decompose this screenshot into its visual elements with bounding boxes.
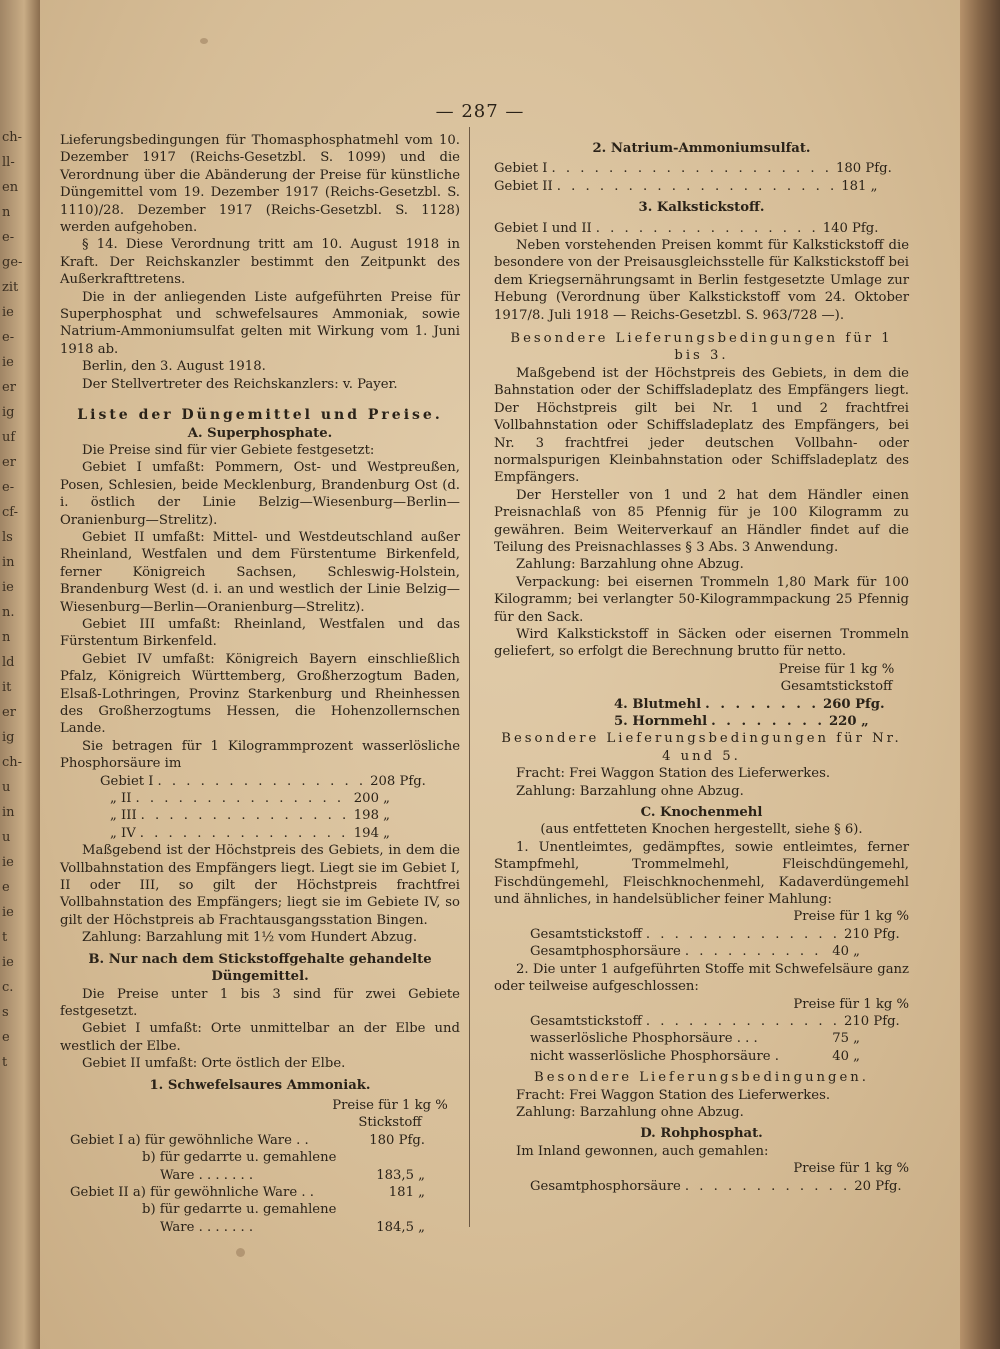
intro-paragraph: § 14. Diese Verordnung tritt am 10. August 1918 in Kraft. Der Reichskanzler bestimmt den Zeitpunkt des Außerkrafttretens. xyxy=(60,237,460,288)
section-d-paragraph: Im Inland gewonnen, auch gemahlen: xyxy=(516,1143,769,1159)
section-a-paragraph: Gebiet II umfaßt: Mittel- und Westdeutschland außer Rheinland, Westfalen und dem Fürstentume Birkenfeld, ferner Königreich Sachsen, Schleswig-Holstein, Brandenburg West (d. i. an und westlich der Linie Belzig—Wiesenburg—Berlin—Oranienburg—Strelitz). xyxy=(60,529,460,615)
margin-fragment: s xyxy=(2,1005,9,1020)
margin-fragment: ie xyxy=(2,580,14,595)
margin-fragment: cf- xyxy=(2,505,19,520)
item-heading: 3. Kalkstickstoff. xyxy=(638,200,765,216)
margin-fragment: ig xyxy=(2,730,15,745)
price-row: nicht wasserlösliche Phosphorsäure . 40 „ xyxy=(530,1048,860,1064)
right-column xyxy=(494,132,909,1195)
document-page xyxy=(40,0,960,1349)
margin-fragment: ie xyxy=(2,905,14,920)
price-list-c1 xyxy=(494,926,900,961)
price-list-d xyxy=(494,1178,902,1195)
intro-paragraph: Die in der anliegenden Liste aufgeführten Preise für Superphosphat und schwefelsaures Ammoniak, sowie Natrium-Ammoniumsulfat gelten mit Wirkung vom 1. Juni 1918 ab. xyxy=(60,289,460,357)
section-a-paragraph: Maßgebend ist der Höchstpreis des Gebiets, in dem die Vollbahnstation des Empfängers liegt. Liegt sie im Gebiet I, II oder III, so gilt der Höchstpreis frachtfrei Vollbahnstation des Empfängers; liegt sie im Gebiete IV, so gilt der Höchstpreis ab Frachtausgangsstation Bingen. xyxy=(60,843,460,928)
book-edge xyxy=(960,0,1000,1349)
paper-stain xyxy=(236,1248,245,1257)
special-conditions-heading: Besondere Lieferungsbedingungen für Nr. 4 und 5. xyxy=(501,731,902,764)
price-row: Ware . . . . . . . 183,5 „ xyxy=(160,1167,425,1183)
section-c-paragraph: 2. Die unter 1 aufgeführten Stoffe mit Schwefelsäure ganz oder teilweise aufgeschlossen: xyxy=(494,961,909,995)
price-row: Gebiet I a) für gewöhnliche Ware . . 180 Pfg. xyxy=(70,1132,425,1148)
price-header: Preise für 1 kg % xyxy=(793,1161,909,1177)
margin-fragment: ch- xyxy=(2,130,23,145)
margin-fragment: u xyxy=(2,830,11,845)
list-title: Liste der Düngemittel und Preise. xyxy=(77,407,443,424)
margin-fragment: ie xyxy=(2,855,14,870)
price-row: 4. Blutmehl . . . . . . . . 260 Pfg. xyxy=(614,696,885,712)
margin-fragment: in xyxy=(2,555,15,570)
section-a-paragraph: Gebiet I umfaßt: Pommern, Ost- und Westpreußen, Posen, Schlesien, beide Mecklenburg, Brandenburg Ost (d. i. östlich der Linie Belzig—Wiesenburg—Berlin—Oranienburg—Strelitz). xyxy=(60,460,460,528)
price-header: Preise für 1 kg % Stickstoff xyxy=(332,1097,448,1131)
price-row: Gesamtstickstoff . . . . . . . . . . . . . . 210 Pfg. xyxy=(530,1013,900,1029)
price-header: Preise für 1 kg % xyxy=(793,909,909,925)
item-heading: 1. Schwefelsaures Ammoniak. xyxy=(149,1077,371,1093)
left-column xyxy=(60,132,460,1236)
margin-fragment: e- xyxy=(2,230,15,245)
price-row: Ware . . . . . . . 184,5 „ xyxy=(160,1219,425,1235)
conditions-paragraph: Der Hersteller von 1 und 2 hat dem Händler einen Preisnachlaß von 85 Pfennig für je 100 Kilogramm zu gewähren. Beim Weiterverkauf an Händler findet auf die Teilung des Preisnachlasses § 3 Abs. 3 Anwendung. xyxy=(494,487,909,555)
margin-fragment: n xyxy=(2,205,11,220)
price-row: wasserlösliche Phosphorsäure . . . 75 „ xyxy=(530,1031,860,1047)
special-conditions-heading: Besondere Lieferungsbedingungen. xyxy=(534,1070,869,1086)
price-row: „ IV . . . . . . . . . . . . . . . 194 „ xyxy=(110,825,390,841)
conditions-paragraph: Verpackung: bei eisernen Trommeln 1,80 Mark für 100 Kilogramm; bei verlangter 50-Kilogrammpackung 25 Pfennig für den Sack. xyxy=(494,574,909,625)
page-number: — 287 — xyxy=(435,101,525,122)
conditions-paragraph: Fracht: Frei Waggon Station des Lieferwerkes. xyxy=(516,766,831,782)
margin-fragment: ld xyxy=(2,655,15,670)
price-list-b45 xyxy=(494,696,885,731)
conditions-paragraph: Zahlung: Barzahlung ohne Abzug. xyxy=(516,557,744,573)
margin-fragment: ge- xyxy=(2,255,23,270)
margin-fragment: e- xyxy=(2,480,15,495)
price-row: 5. Hornmehl . . . . . . . . 220 „ xyxy=(614,714,869,729)
price-row: Gesamtstickstoff . . . . . . . . . . . . . . 210 Pfg. xyxy=(530,926,900,942)
price-header: Preise für 1 kg % xyxy=(793,996,909,1012)
kalkstickstoff-note: Neben vorstehenden Preisen kommt für Kalkstickstoff die besondere von der Preisausgleichsstelle für Kalkstickstoff bei dem Kriegsernährungsamt in Berlin festgesetzte Umlage zur Hebung (Verordnung über Kalkstickstoff vom 24. Oktober 1917/8. Juli 1918 — Reichs-Gesetzbl. S. 963/728 —). xyxy=(494,238,909,323)
conditions-paragraph: Maßgebend ist der Höchstpreis des Gebiets, in dem die Bahnstation oder der Schiffsladeplatz des Empfängers liegt. Der Höchstpreis gilt bei Nr. 1 und 2 frachtfrei Vollbahnstation oder Schiffsladeplatz des Empfängers, bei Nr. 3 frachtfrei jeder deutschen Vollbahn- oder normalspurigen Kleinbahnstation oder Schiffsladeplatz des Empfängers. xyxy=(494,365,909,486)
margin-fragment: t xyxy=(2,1055,8,1070)
price-row: Gesamtphosphorsäure . . . . . . . . . . . . 20 Pfg. xyxy=(530,1178,902,1194)
margin-fragment: ie xyxy=(2,355,14,370)
margin-fragment: uf xyxy=(2,430,16,445)
section-c-subheading: (aus entfetteten Knochen hergestellt, siehe § 6). xyxy=(540,822,863,838)
margin-fragment: e xyxy=(2,880,10,895)
section-a-paragraph: Die Preise sind für vier Gebiete festgesetzt: xyxy=(82,442,375,458)
price-list-b2 xyxy=(494,160,892,195)
price-list-a xyxy=(60,773,426,843)
margin-fragment: er xyxy=(2,455,16,470)
margin-fragment: t xyxy=(2,930,8,945)
price-row: Gebiet I und II . . . . . . . . . . . . . . . . 140 Pfg. xyxy=(494,220,879,236)
margin-fragment: ig xyxy=(2,405,15,420)
margin-fragment: u xyxy=(2,780,11,795)
section-a-paragraph: Gebiet IV umfaßt: Königreich Bayern einschließlich Pfalz, Königreich Württemberg, Großherzogtum Baden, Elsaß-Lothringen, Provinz Starkenburg und Rheinhessen des Großherzogtums Hessen, die Hohenzollernschen Lande. xyxy=(60,651,460,737)
price-header: Preise für 1 kg % Gesamtstickstoff xyxy=(778,661,895,695)
price-list-b3 xyxy=(494,220,879,237)
conditions-paragraph: Zahlung: Barzahlung ohne Abzug. xyxy=(516,783,744,799)
intro-paragraph: Lieferungsbedingungen für Thomasphosphatmehl vom 10. Dezember 1917 (Reichs-Gesetzbl. S. 1099) und die Verordnung über die Abänderung der Preise für künstliche Düngemittel vom 19. Dezember 1917 (Reichs-Gesetzbl. S. 1110)/28. Dezember 1917 (Reichs-Gesetzbl. S. 1128) werden aufgehoben. xyxy=(60,133,460,236)
section-a-paragraph: Zahlung: Barzahlung mit 1½ vom Hundert Abzug. xyxy=(82,930,418,946)
adjacent-page-edge xyxy=(0,0,40,1349)
item-heading: 2. Natrium-Ammoniumsulfat. xyxy=(592,141,811,156)
margin-fragment: ie xyxy=(2,305,14,320)
price-row: Gebiet II . . . . . . . . . . . . . . . . . . . . 181 „ xyxy=(494,178,878,194)
price-row: Gebiet II a) für gewöhnliche Ware . . 181 „ xyxy=(70,1184,425,1200)
price-row: b) für gedarrte u. gemahlene xyxy=(142,1202,337,1218)
margin-fragment: e xyxy=(2,1030,10,1045)
section-b-paragraph: Die Preise unter 1 bis 3 sind für zwei Gebiete festgesetzt. xyxy=(60,986,460,1019)
section-c-paragraph: 1. Unentleimtes, gedämpftes, sowie entleimtes, ferner Stampfmehl, Trommelmehl, Fleischdüngemehl, Fischdüngemehl, Fleischknochenmehl, Kadaverdüngemehl und ähnliches, in handelsüblicher feiner Mahlung: xyxy=(494,839,909,908)
margin-fragment: er xyxy=(2,705,16,720)
margin-fragment: c. xyxy=(2,980,14,995)
price-row: „ II . . . . . . . . . . . . . . . 200 „ xyxy=(110,791,390,807)
margin-fragment: er xyxy=(2,380,16,395)
price-row: Gebiet I . . . . . . . . . . . . . . . . . . . . 180 Pfg. xyxy=(494,161,892,177)
paper-stain xyxy=(200,38,208,44)
conditions-paragraph: Wird Kalkstickstoff in Säcken oder eisernen Trommeln geliefert, so erfolgt die Berechnung brutto für netto. xyxy=(494,626,909,660)
conditions-paragraph: Fracht: Frei Waggon Station des Lieferwerkes. xyxy=(516,1087,831,1103)
margin-fragment: ch- xyxy=(2,755,23,770)
price-row: „ III . . . . . . . . . . . . . . . 198 „ xyxy=(110,808,390,824)
margin-fragment: ls xyxy=(2,530,13,545)
section-a-paragraph: Gebiet III umfaßt: Rheinland, Westfalen und das Fürstentum Birkenfeld. xyxy=(60,616,460,650)
margin-fragment: e- xyxy=(2,330,15,345)
section-a-heading: A. Superphosphate. xyxy=(187,425,333,441)
price-list-c2 xyxy=(494,1013,900,1065)
margin-fragment: ie xyxy=(2,955,14,970)
section-d-heading: D. Rohphosphat. xyxy=(640,1126,763,1142)
margin-fragment: en xyxy=(2,180,19,195)
section-b-heading: B. Nur nach dem Stickstoffgehalte gehandelte Düngemittel. xyxy=(88,951,432,985)
margin-fragment: n xyxy=(2,630,11,645)
margin-fragment: in xyxy=(2,805,15,820)
section-a-paragraph: Sie betragen für 1 Kilogrammprozent wasserlösliche Phosphorsäure im xyxy=(60,738,460,772)
signature: Der Stellvertreter des Reichskanzlers: v. Payer. xyxy=(82,376,398,392)
margin-fragment: ll- xyxy=(2,155,15,170)
special-conditions-heading: Besondere Lieferungsbedingungen für 1 bis 3. xyxy=(510,331,893,364)
margin-fragment: it xyxy=(2,680,12,695)
section-b-paragraph: Gebiet II umfaßt: Orte östlich der Elbe. xyxy=(82,1056,346,1072)
price-row: Gebiet I . . . . . . . . . . . . . . . 208 Pfg. xyxy=(100,773,426,789)
price-list-b1 xyxy=(60,1132,425,1236)
margin-fragment: n. xyxy=(2,605,15,620)
conditions-paragraph: Zahlung: Barzahlung ohne Abzug. xyxy=(516,1104,744,1120)
margin-fragment: zit xyxy=(2,280,19,295)
price-row: b) für gedarrte u. gemahlene xyxy=(142,1150,337,1166)
section-c-heading: C. Knochenmehl xyxy=(640,805,763,821)
price-row: Gesamtphosphorsäure . . . . . . . . . . 40 „ xyxy=(530,944,860,960)
place-date: Berlin, den 3. August 1918. xyxy=(82,359,266,375)
section-b-paragraph: Gebiet I umfaßt: Orte unmittelbar an der Elbe und westlich der Elbe. xyxy=(60,1021,460,1054)
column-divider xyxy=(469,127,470,1227)
